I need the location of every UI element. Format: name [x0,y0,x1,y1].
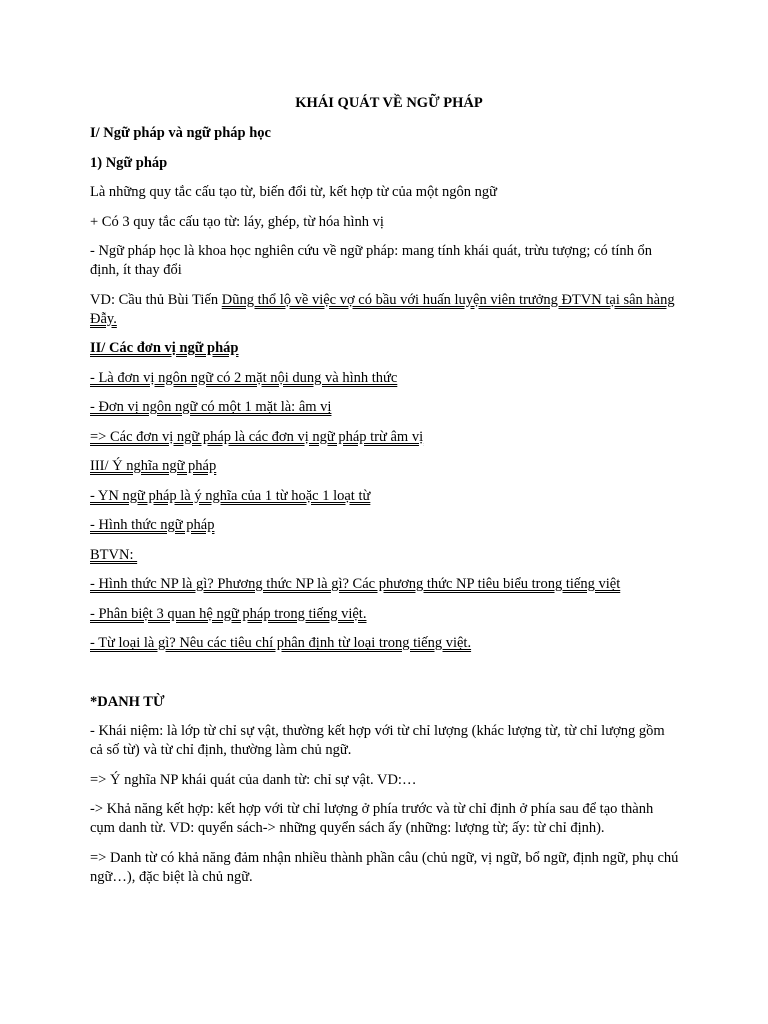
section-heading-3: III/ Ý nghĩa ngữ pháp [90,458,217,474]
section-heading-2: II/ Các đơn vị ngữ pháp [90,340,239,356]
homework-label: BTVN: [90,546,138,563]
list-item: - Đơn vị ngôn ngữ có một 1 mặt là: âm vị [90,399,332,415]
example-prefix: VD: Cầu thủ Bùi Tiến [90,291,222,308]
list-item: - YN ngữ pháp là ý nghĩa của 1 từ hoặc 1 loạt từ [90,487,371,504]
section-heading-noun: *DANH TỪ [90,693,165,710]
document-page [90,94,680,897]
blank-line [90,664,680,693]
paragraph-grammar-study: - Ngữ pháp học là khoa học nghiên cứu về ngữ pháp: mang tính khái quát, trừu tượng; có tính ổn định, ít thay đổi [90,243,653,278]
section-heading-1: I/ Ngữ pháp và ngữ pháp học [90,125,271,141]
paragraph-noun-concept: - Khái niệm: là lớp từ chỉ sự vật, thường kết hợp với từ chỉ lượng (khác lượng từ, từ chỉ lượng gồm cả số từ) và từ chỉ định, thường làm chủ ngữ. [90,723,665,758]
paragraph-noun-meaning: => Ý nghĩa NP khái quát của danh từ: chỉ sự vật. VD:… [90,771,417,788]
homework-item: - Từ loại là gì? Nêu các tiêu chí phân định từ loại trong tiếng việt. [90,635,472,651]
list-item: - Hình thức ngữ pháp [90,517,215,533]
paragraph-definition: Là những quy tắc cấu tạo từ, biến đổi từ, kết hợp từ của một ngôn ngữ [90,184,497,200]
document-title: KHÁI QUÁT VỀ NGỮ PHÁP [295,95,483,111]
list-item: => Các đơn vị ngữ pháp là các đơn vị ngữ pháp trừ âm vị [90,428,424,445]
subheading-1: 1) Ngữ pháp [90,154,168,171]
homework-item: - Phân biệt 3 quan hệ ngữ pháp trong tiếng việt. [90,605,367,622]
example-underlined-text: Dũng thổ lộ về việc vợ có bầu với huấn luyện viên trưởng ĐTVN tại sân hàng Đẫy. [90,291,675,327]
homework-item: - Hình thức NP là gì? Phương thức NP là gì? Các phương thức NP tiêu biểu trong tiếng việt [90,576,621,592]
list-item: - Là đơn vị ngôn ngữ có 2 mặt nội dung và hình thức [90,369,398,386]
paragraph-noun-combination: -> Khả năng kết hợp: kết hợp với từ chỉ lượng ở phía trước và từ chỉ định ở phía sau để tạo thành cụm danh từ. VD: quyển sách-> những quyển sách ấy (những: lượng từ; ấy: từ chỉ định). [90,801,654,836]
paragraph-rules: + Có 3 quy tắc cấu tạo từ: láy, ghép, từ hóa hình vị [90,213,384,230]
paragraph-noun-function: => Danh từ có khả năng đảm nhận nhiều thành phần câu (chủ ngữ, vị ngữ, bổ ngữ, định ngữ, phụ chú ngữ…), đặc biệt là chủ ngữ. [90,849,679,885]
paragraph-example [90,291,680,329]
